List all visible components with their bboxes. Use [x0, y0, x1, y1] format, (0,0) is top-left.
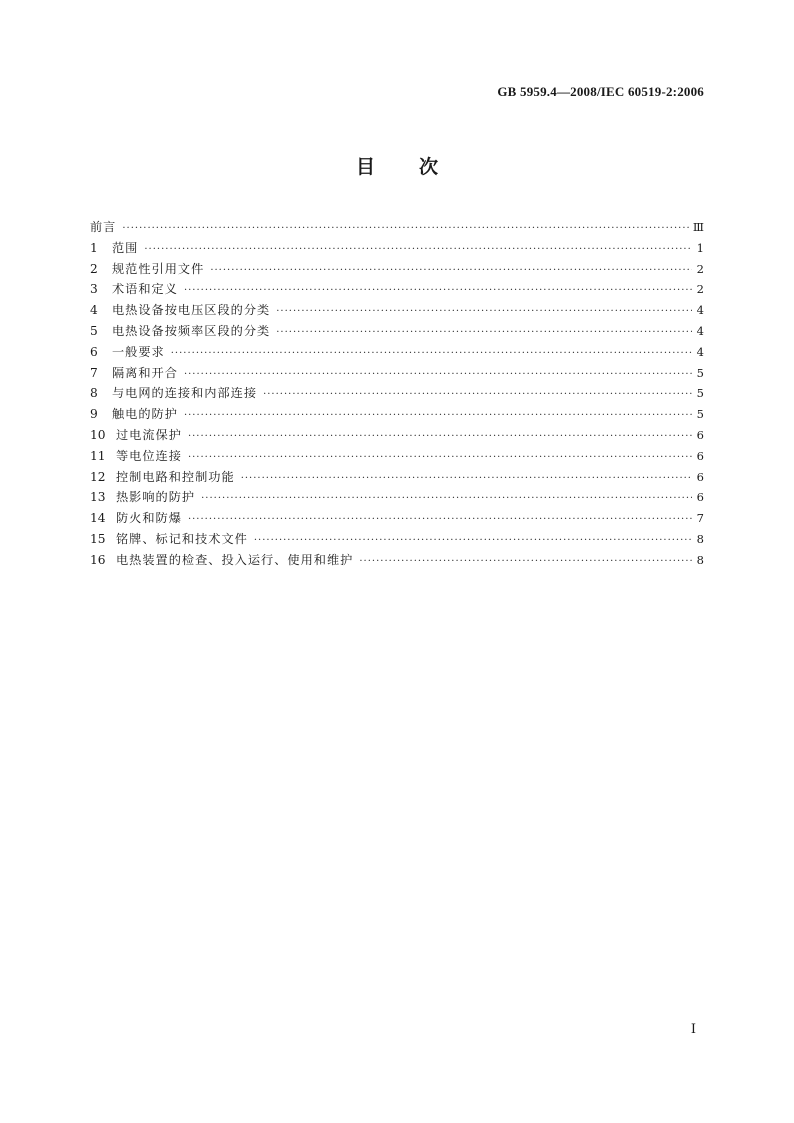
toc-entry-4[interactable]: [90, 300, 704, 321]
toc-entry-label: 铭牌、标记和技术文件: [116, 531, 248, 546]
toc-dot-leader: [122, 219, 689, 240]
toc-entry-page: Ⅲ: [692, 220, 704, 234]
toc-entry-7[interactable]: [90, 363, 704, 384]
toc-dot-leader: [276, 323, 692, 344]
toc-entry-page: 6: [696, 490, 704, 505]
toc-entry-9[interactable]: [90, 404, 704, 425]
toc-dot-leader: [241, 469, 692, 490]
toc-entry-13[interactable]: [90, 487, 704, 508]
toc-entry-page: 5: [696, 407, 704, 422]
toc-entry-page: 5: [696, 386, 704, 401]
toc-dot-leader: [184, 365, 692, 386]
toc-entry-11[interactable]: [90, 446, 704, 467]
toc-entry-1[interactable]: [90, 238, 704, 259]
toc-entry-6[interactable]: [90, 342, 704, 363]
toc-entry-page: 1: [696, 240, 704, 255]
toc-dot-leader: [254, 531, 692, 552]
page-title: 目次: [355, 156, 482, 178]
toc-dot-leader: [171, 344, 692, 365]
toc-entry-number: 4: [90, 303, 98, 318]
standard-code: GB 5959.4—2008/IEC 60519-2:2006: [497, 84, 704, 99]
toc-entry-2[interactable]: [90, 259, 704, 280]
toc-entry-label: 规范性引用文件: [112, 261, 205, 276]
toc-entry-page: 4: [696, 323, 704, 338]
toc-dot-leader: [276, 302, 692, 323]
toc-entry-3[interactable]: [90, 279, 704, 300]
toc-entry-number: 3: [90, 282, 98, 297]
toc-entry-number: 5: [90, 323, 98, 338]
toc-entry-number: 10: [90, 427, 106, 442]
toc-entry-number: 14: [90, 511, 106, 526]
toc-entry-14[interactable]: [90, 508, 704, 529]
toc-entry-5[interactable]: [90, 321, 704, 342]
toc-dot-leader: [184, 406, 692, 427]
toc-entry-16[interactable]: [90, 550, 704, 571]
toc-entry-label: 热影响的防护: [116, 490, 196, 505]
toc-entry-number: 11: [90, 448, 106, 463]
toc-entry-label: 电热装置的检查、投入运行、使用和维护: [116, 552, 354, 567]
toc-entry-number: 13: [90, 490, 106, 505]
toc-entry-number: 12: [90, 469, 106, 484]
toc-entry-page: 4: [696, 303, 704, 318]
toc-entry-label: 前言: [90, 220, 117, 234]
toc-dot-leader: [188, 510, 692, 531]
toc-entry-page: 6: [696, 469, 704, 484]
toc-dot-leader: [201, 489, 692, 510]
toc-entry-number: 6: [90, 344, 98, 359]
toc-entry-12[interactable]: [90, 467, 704, 488]
toc-entry-label: 一般要求: [112, 344, 165, 359]
toc-entry-label: 隔离和开合: [112, 365, 178, 380]
toc-dot-leader: [263, 385, 692, 406]
toc-entry-label: 与电网的连接和内部连接: [112, 386, 258, 401]
toc-dot-leader: [144, 240, 692, 261]
toc-entry-number: 16: [90, 552, 106, 567]
toc-entry-number: 15: [90, 531, 106, 546]
toc-entry-page: 6: [696, 448, 704, 463]
toc-dot-leader: [184, 281, 692, 302]
toc-entry-8[interactable]: [90, 383, 704, 404]
toc-entry-page: 2: [696, 282, 704, 297]
toc-entry-10[interactable]: [90, 425, 704, 446]
toc-entry-page: 2: [696, 261, 704, 276]
toc-entry-number: 9: [90, 407, 98, 422]
toc-entry-label: 控制电路和控制功能: [116, 469, 235, 484]
toc-entry-foreword[interactable]: [90, 217, 704, 238]
toc-entry-label: 防火和防爆: [116, 511, 182, 526]
toc-entry-page: 8: [696, 531, 704, 546]
toc-entry-label: 过电流保护: [116, 427, 182, 442]
toc-entry-number: 2: [90, 261, 98, 276]
toc-dot-leader: [359, 552, 692, 573]
toc-entry-number: 8: [90, 386, 98, 401]
toc-entry-page: 8: [696, 552, 704, 567]
toc-entry-label: 电热设备按频率区段的分类: [112, 323, 271, 338]
toc-entry-page: 4: [696, 344, 704, 359]
toc-entry-number: 7: [90, 365, 98, 380]
toc-entry-number: 1: [90, 240, 98, 255]
toc-entry-label: 电热设备按电压区段的分类: [112, 303, 271, 318]
toc-entry-page: 7: [696, 511, 704, 526]
toc-entry-page: 6: [696, 427, 704, 442]
toc-dot-leader: [188, 448, 692, 469]
toc-dot-leader: [210, 261, 692, 282]
page-number: I: [690, 1022, 696, 1037]
toc-entry-label: 范围: [112, 240, 139, 255]
toc-entry-label: 术语和定义: [112, 282, 178, 297]
toc-entry-page: 5: [696, 365, 704, 380]
toc-dot-leader: [188, 427, 692, 448]
toc-entry-15[interactable]: [90, 529, 704, 550]
toc-entry-label: 触电的防护: [112, 407, 178, 422]
table-of-contents: [90, 217, 704, 571]
toc-entry-label: 等电位连接: [116, 448, 182, 463]
